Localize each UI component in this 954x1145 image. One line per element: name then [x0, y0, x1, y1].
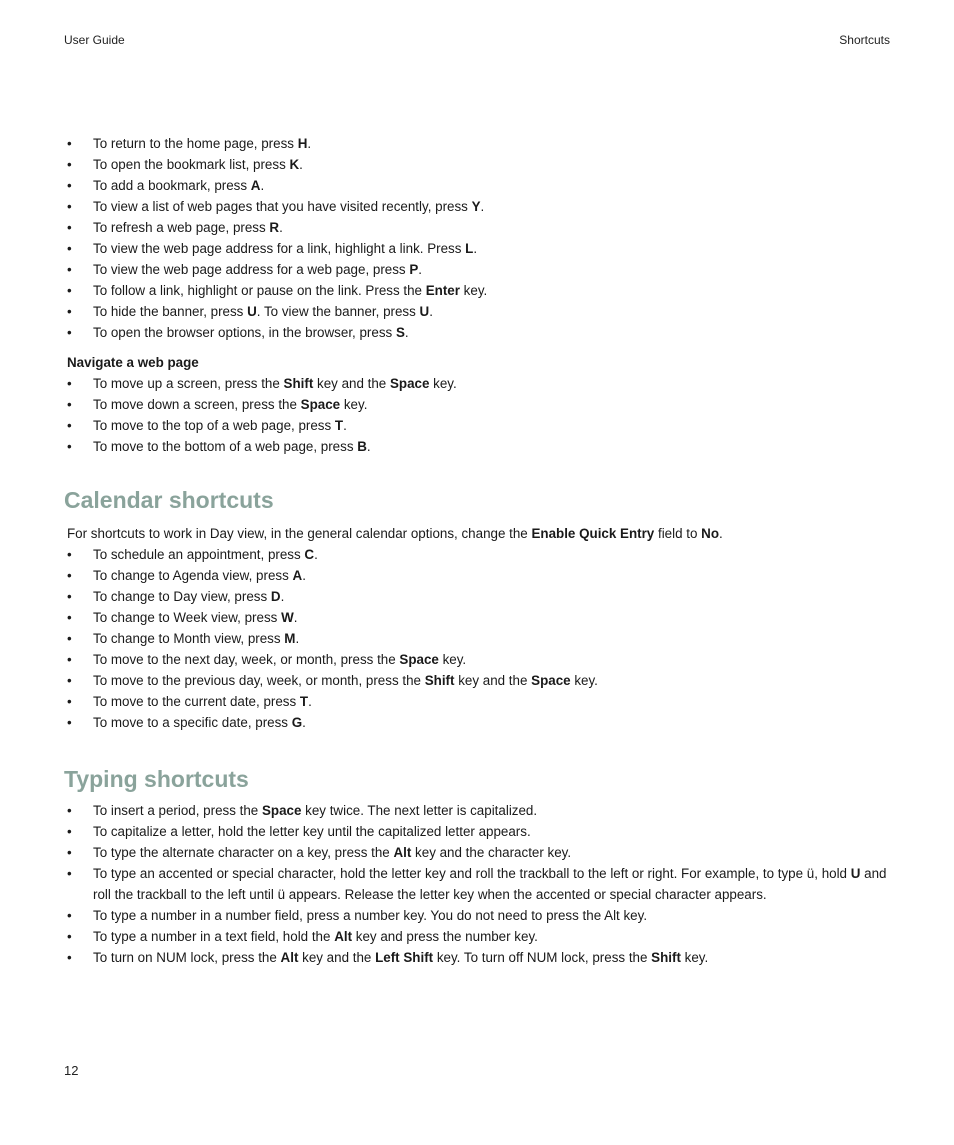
- text-segment: To return to the home page, press: [93, 136, 298, 151]
- navigate-shortcut-list: [67, 373, 897, 457]
- key-name: T: [299, 694, 309, 709]
- key-name: L: [465, 241, 474, 256]
- calendar-intro: [67, 523, 897, 544]
- text-segment: To change to Day view, press: [93, 589, 271, 604]
- text-segment: To schedule an appointment, press: [93, 547, 305, 562]
- list-item: [67, 712, 897, 733]
- key-name: Space: [300, 397, 341, 412]
- key-name: U: [850, 866, 861, 881]
- text-segment: To move to a specific date, press: [93, 715, 292, 730]
- text-segment: .: [404, 325, 409, 340]
- text-segment: key and the character key.: [411, 845, 572, 860]
- text-segment: To move to the top of a web page, press: [93, 418, 335, 433]
- text-segment: To refresh a web page, press: [93, 220, 270, 235]
- key-name: B: [357, 439, 367, 454]
- key-name: P: [409, 262, 419, 277]
- key-name: Alt: [393, 845, 412, 860]
- text-segment: To change to Agenda view, press: [93, 568, 293, 583]
- text-segment: .: [302, 568, 306, 583]
- text-segment: .: [719, 526, 723, 541]
- text-segment: To move to the current date, press: [93, 694, 300, 709]
- list-item: [67, 607, 897, 628]
- text-segment: .: [295, 631, 300, 646]
- text-segment: To move to the previous day, week, or month, press the: [93, 673, 425, 688]
- list-item: [67, 926, 897, 947]
- text-segment: key and the: [298, 950, 376, 965]
- key-name: Space: [389, 376, 430, 391]
- text-segment: To capitalize a letter, hold the letter key until the capitalized letter appears.: [93, 824, 531, 839]
- key-name: U: [247, 304, 257, 319]
- list-item: [67, 322, 897, 343]
- text-segment: .: [480, 199, 485, 214]
- text-segment: .: [307, 136, 312, 151]
- text-segment: key.: [459, 283, 488, 298]
- text-segment: .: [314, 547, 318, 562]
- text-segment: To change to Month view, press: [93, 631, 285, 646]
- text-segment: To move to the bottom of a web page, press: [93, 439, 358, 454]
- key-name: A: [292, 568, 303, 583]
- text-segment: To open the browser options, in the browser, press: [93, 325, 396, 340]
- page-number: 12: [64, 1063, 79, 1078]
- key-name: Alt: [334, 929, 353, 944]
- browser-shortcut-list: [67, 133, 897, 343]
- running-header-right: Shortcuts: [839, 33, 890, 47]
- page-content: [64, 133, 897, 968]
- text-segment: field to: [654, 526, 702, 541]
- key-name: T: [334, 418, 344, 433]
- list-item: [67, 436, 897, 457]
- key-name: Shift: [283, 376, 314, 391]
- list-item: [67, 415, 897, 436]
- text-segment: To add a bookmark, press: [93, 178, 251, 193]
- text-segment: key and the: [313, 376, 390, 391]
- key-name: Enable Quick Entry: [531, 526, 655, 541]
- key-name: K: [289, 157, 300, 172]
- list-item: [67, 863, 897, 905]
- list-item: [67, 280, 897, 301]
- text-segment: To follow a link, highlight or pause on the link. Press the: [93, 283, 426, 298]
- list-item: [67, 301, 897, 322]
- list-item: [67, 586, 897, 607]
- list-item: [67, 905, 897, 926]
- key-name: M: [284, 631, 296, 646]
- text-segment: and roll the trackball to the left until ü appears. Release the letter key when the accented or special character appears.: [93, 866, 887, 902]
- key-name: Space: [531, 673, 571, 688]
- text-segment: To view the web page address for a web page, press: [93, 262, 410, 277]
- list-item: [67, 259, 897, 280]
- text-segment: key. To turn off NUM lock, press the: [433, 950, 652, 965]
- key-name: Shift: [424, 673, 455, 688]
- text-segment: key.: [340, 397, 368, 412]
- list-item: [67, 565, 897, 586]
- text-segment: To insert a period, press the: [93, 803, 262, 818]
- list-item: [67, 691, 897, 712]
- key-name: Y: [471, 199, 481, 214]
- key-name: R: [269, 220, 280, 235]
- list-item: [67, 649, 897, 670]
- text-segment: To move to the next day, week, or month, press the: [93, 652, 400, 667]
- text-segment: .: [429, 304, 433, 319]
- list-item: [67, 217, 897, 238]
- text-segment: key.: [570, 673, 598, 688]
- text-segment: To change to Week view, press: [93, 610, 282, 625]
- text-segment: To type the alternate character on a key, press the: [93, 845, 394, 860]
- list-item: [67, 821, 897, 842]
- text-segment: key and the: [454, 673, 532, 688]
- typing-shortcut-list: [67, 800, 897, 968]
- key-name: Alt: [280, 950, 299, 965]
- key-name: Left Shift: [375, 950, 434, 965]
- list-item: [67, 373, 897, 394]
- list-item: [67, 842, 897, 863]
- key-name: G: [291, 715, 303, 730]
- list-item: [67, 238, 897, 259]
- key-name: Shift: [651, 950, 681, 965]
- text-segment: .: [280, 589, 285, 604]
- text-segment: .: [366, 439, 371, 454]
- list-item: [67, 800, 897, 821]
- list-item: [67, 670, 897, 691]
- text-segment: To move up a screen, press the: [93, 376, 284, 391]
- key-name: H: [297, 136, 308, 151]
- list-item: [67, 196, 897, 217]
- key-name: W: [281, 610, 294, 625]
- text-segment: To turn on NUM lock, press the: [93, 950, 281, 965]
- text-segment: .: [260, 178, 265, 193]
- key-name: Enter: [425, 283, 460, 298]
- list-item: [67, 154, 897, 175]
- key-name: A: [250, 178, 261, 193]
- key-name: C: [304, 547, 315, 562]
- calendar-section-heading: Calendar shortcuts: [64, 487, 274, 513]
- key-name: D: [270, 589, 281, 604]
- text-segment: key.: [438, 652, 467, 667]
- text-segment: To view a list of web pages that you have visited recently, press: [93, 199, 472, 214]
- text-segment: key.: [680, 950, 709, 965]
- key-name: S: [395, 325, 405, 340]
- text-segment: To hide the banner, press: [93, 304, 248, 319]
- text-segment: .: [473, 241, 478, 256]
- list-item: [67, 947, 897, 968]
- text-segment: .: [279, 220, 283, 235]
- text-segment: .: [299, 157, 303, 172]
- list-item: [67, 628, 897, 649]
- key-name: No: [701, 526, 720, 541]
- navigate-subheading: Navigate a web page: [67, 355, 199, 370]
- text-segment: To view the web page address for a link, highlight a link. Press: [93, 241, 466, 256]
- text-segment: .: [293, 610, 298, 625]
- text-segment: key and press the number key.: [352, 929, 538, 944]
- text-segment: key twice. The next letter is capitalized.: [301, 803, 538, 818]
- text-segment: .: [418, 262, 423, 277]
- text-segment: .: [302, 715, 306, 730]
- text-segment: key.: [429, 376, 457, 391]
- text-segment: .: [343, 418, 347, 433]
- text-segment: To open the bookmark list, press: [93, 157, 290, 172]
- text-segment: .: [308, 694, 312, 709]
- text-segment: To type a number in a number field, press a number key. You do not need to press the Alt key.: [93, 908, 648, 923]
- list-item: [67, 175, 897, 196]
- list-item: [67, 544, 897, 565]
- key-name: U: [419, 304, 430, 319]
- typing-section-heading: Typing shortcuts: [64, 766, 249, 792]
- text-segment: For shortcuts to work in Day view, in the general calendar options, change the: [67, 526, 532, 541]
- text-segment: To type a number in a text field, hold the: [93, 929, 335, 944]
- key-name: Space: [399, 652, 439, 667]
- text-segment: To type an accented or special character, hold the letter key and roll the trackball to the left or right. For example, to type ü, hold: [93, 866, 851, 881]
- running-header-left: User Guide: [64, 33, 125, 47]
- text-segment: . To view the banner, press: [256, 304, 420, 319]
- text-segment: To move down a screen, press the: [93, 397, 301, 412]
- list-item: [67, 394, 897, 415]
- key-name: Space: [261, 803, 302, 818]
- calendar-shortcut-list: [67, 544, 897, 733]
- list-item: [67, 133, 897, 154]
